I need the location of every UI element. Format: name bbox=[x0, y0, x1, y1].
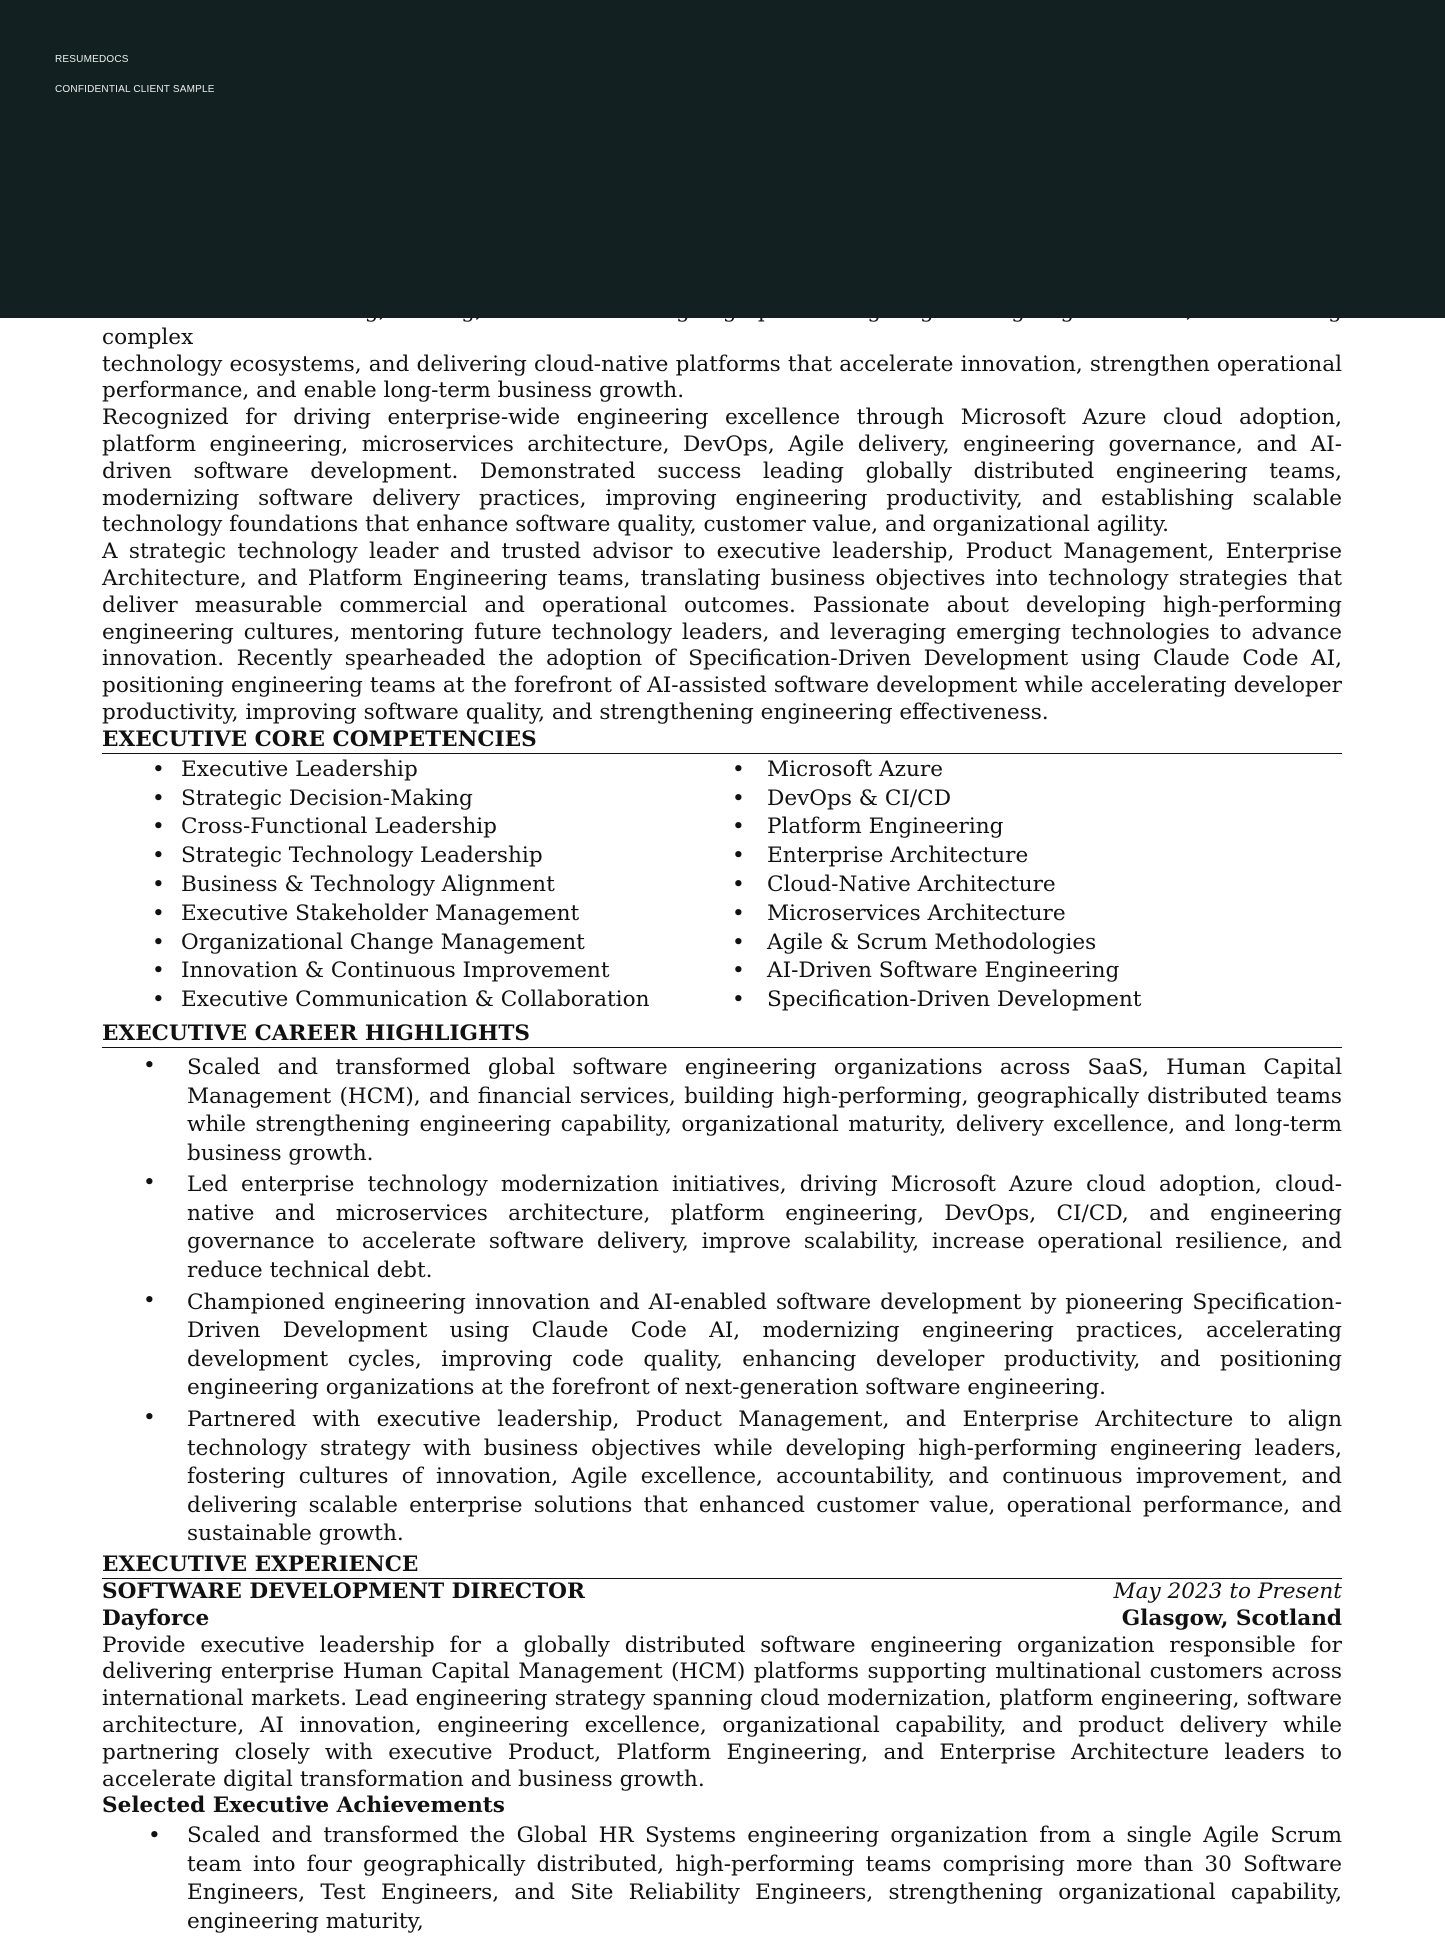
company-name: Dayforce bbox=[102, 1605, 210, 1631]
bullet-icon: • bbox=[732, 871, 745, 897]
bullet-icon: • bbox=[152, 814, 165, 840]
competencies-grid bbox=[102, 756, 1342, 1015]
competency-item: • Strategic Decision-Making bbox=[102, 785, 722, 814]
bullet-icon: • bbox=[732, 785, 745, 811]
highlights-list bbox=[102, 1054, 1342, 1549]
competency-item: • Microservices Architecture bbox=[722, 900, 1342, 929]
confidential-banner bbox=[0, 0, 1445, 318]
summary-paragraph-2: Recognized for driving enterprise-wide engineering excellence through Microsoft Azure cloud adoption, platform engineering, microservices architecture, DevOps, Agile delivery, engineering governance, and AI-driven software development. Demonstrated success leading globally distributed engineering teams, modernizing software delivery practices, improving engineering productivity, and establishing scalable technology foundations that enhance software quality, customer value, and organizational agility. bbox=[102, 405, 1342, 538]
competency-item: • AI-Driven Software Engineering bbox=[722, 957, 1342, 986]
bullet-icon: • bbox=[152, 843, 165, 869]
achievements-list bbox=[102, 1822, 1342, 1936]
bullet-icon: • bbox=[143, 1287, 156, 1313]
highlight-item: • Scaled and transformed global software engineering organizations across SaaS, Human Capital Management (HCM), and financial services, building high-performing, geographically distributed teams while strengthening engineering capability, organizational maturity, delivery excellence, and long-term business growth. bbox=[143, 1052, 1342, 1166]
bullet-icon: • bbox=[148, 1823, 161, 1849]
bullet-icon: • bbox=[152, 958, 165, 984]
competency-item: • Agile & Scrum Methodologies bbox=[722, 929, 1342, 958]
competencies-right-list bbox=[722, 756, 1342, 1015]
bullet-icon: • bbox=[152, 871, 165, 897]
role-description: Provide executive leadership for a globally distributed software engineering organization responsible for delivering enterprise Human Capital Management (HCM) platforms supporting multinational customers across international markets. Lead engineering strategy spanning cloud modernization, platform engineering, software architecture, AI innovation, engineering excellence, organizational capability, and product delivery while partnering closely with executive Product, Platform Engineering, and Enterprise Architecture leaders to accelerate digital transformation and business growth. bbox=[102, 1632, 1342, 1792]
bullet-icon: • bbox=[732, 843, 745, 869]
competency-item: • Executive Leadership bbox=[102, 756, 722, 785]
confidential-tag: CONFIDENTIAL CLIENT SAMPLE bbox=[55, 84, 215, 95]
competency-item: • Platform Engineering bbox=[722, 813, 1342, 842]
brand-label: RESUMEDOCS bbox=[55, 54, 129, 65]
bullet-icon: • bbox=[143, 1405, 156, 1431]
bullet-icon: • bbox=[152, 987, 165, 1013]
bullet-icon: • bbox=[143, 1052, 156, 1078]
bullet-icon: • bbox=[732, 987, 745, 1013]
achievements-heading: Selected Executive Achievements bbox=[102, 1793, 505, 1819]
role-title: SOFTWARE DEVELOPMENT DIRECTOR bbox=[102, 1579, 585, 1605]
role-header-row bbox=[102, 1579, 1342, 1606]
achievement-item: • Scaled and transformed the Global HR Systems engineering organization from a single Agile Scrum team into four geographically distributed, high-performing teams comprising more than 30 Software Engineers, Test Engineers, and Site Reliability Engineers, strengthening organizational capability, engineering maturity, bbox=[148, 1823, 1342, 1934]
competency-item: • DevOps & CI/CD bbox=[722, 785, 1342, 814]
competencies-left-list bbox=[102, 756, 722, 1015]
bullet-icon: • bbox=[732, 756, 745, 782]
resume-body bbox=[102, 298, 1342, 1937]
competency-item: • Executive Communication & Collaboration bbox=[102, 986, 722, 1015]
competency-item: • Strategic Technology Leadership bbox=[102, 842, 722, 871]
bullet-icon: • bbox=[152, 785, 165, 811]
summary-paragraph-1: technology ecosystems, and delivering cloud-native platforms that accelerate innovation, strengthen operational performance, and enable long-term business growth. bbox=[102, 351, 1342, 404]
competency-item: • Executive Stakeholder Management bbox=[102, 900, 722, 929]
experience-heading: EXECUTIVE EXPERIENCE bbox=[102, 1552, 1342, 1579]
competency-item: • Organizational Change Management bbox=[102, 929, 722, 958]
competency-item: • Microsoft Azure bbox=[722, 756, 1342, 785]
competency-item: • Enterprise Architecture bbox=[722, 842, 1342, 871]
highlight-item: • Partnered with executive leadership, Product Management, and Enterprise Architecture to align technology strategy with business objectives while developing high-performing engineering leaders, fostering cultures of innovation, Agile excellence, accountability, and continuous improvement, and delivering scalable enterprise solutions that enhanced customer value, operational performance, and sustainable growth. bbox=[143, 1405, 1342, 1547]
bullet-icon: • bbox=[152, 929, 165, 955]
bullet-icon: • bbox=[152, 900, 165, 926]
bullet-icon: • bbox=[732, 958, 745, 984]
role-dates: May 2023 to Present bbox=[1113, 1579, 1342, 1605]
competency-item: • Business & Technology Alignment bbox=[102, 871, 722, 900]
bullet-icon: • bbox=[732, 929, 745, 955]
summary-partial-line: complex bbox=[102, 324, 194, 350]
highlight-item: • Championed engineering innovation and AI-enabled software development by pioneering Specification-Driven Development using Claude Code AI, modernizing engineering practices, accelerating development cycles, improving code quality, enhancing developer productivity, and positioning engineering organizations at the forefront of next-generation software engineering. bbox=[143, 1287, 1342, 1401]
company-location: Glasgow, Scotland bbox=[1121, 1605, 1342, 1631]
highlights-heading: EXECUTIVE CAREER HIGHLIGHTS bbox=[102, 1021, 1342, 1048]
bullet-icon: • bbox=[143, 1170, 156, 1196]
company-row bbox=[102, 1606, 1342, 1633]
competency-item: • Cross-Functional Leadership bbox=[102, 813, 722, 842]
summary-paragraph-3: A strategic technology leader and trusted advisor to executive leadership, Product Management, Enterprise Architecture, and Platform Engineering teams, translating business objectives into technology strategies that deliver measurable commercial and operational outcomes. Passionate about developing high-performing engineering cultures, mentoring future technology leaders, and leveraging emerging technologies to advance innovation. Recently spearheaded the adoption of Specification-Driven Development using Claude Code AI, positioning engineering teams at the forefront of AI-assisted software development while accelerating developer productivity, improving software quality, and strengthening engineering effectiveness. bbox=[102, 539, 1342, 725]
bullet-icon: • bbox=[732, 814, 745, 840]
bullet-icon: • bbox=[152, 756, 165, 782]
competency-item: • Cloud-Native Architecture bbox=[722, 871, 1342, 900]
bullet-icon: • bbox=[732, 900, 745, 926]
competency-item: • Specification-Driven Development bbox=[722, 986, 1342, 1015]
competency-item: • Innovation & Continuous Improvement bbox=[102, 957, 722, 986]
highlight-item: • Led enterprise technology modernization initiatives, driving Microsoft Azure cloud adoption, cloud-native and microservices architecture, platform engineering, DevOps, CI/CD, and engineering governance to accelerate software delivery, improve scalability, increase operational resilience, and reduce technical debt. bbox=[143, 1170, 1342, 1284]
competencies-heading: EXECUTIVE CORE COMPETENCIES bbox=[102, 727, 1342, 754]
